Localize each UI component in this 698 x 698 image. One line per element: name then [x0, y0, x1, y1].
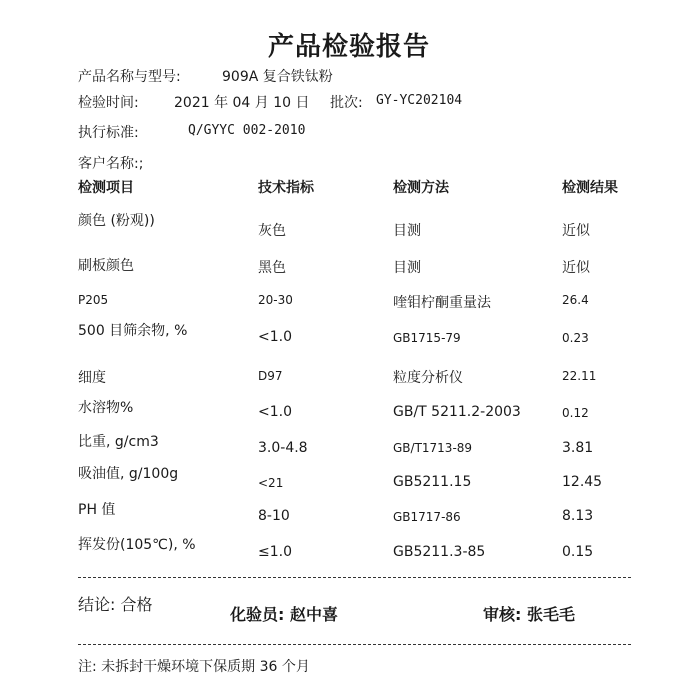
row-item: 细度 — [78, 370, 106, 386]
standard-value: Q/GYYC 002-2010 — [188, 123, 306, 138]
reviewer-signature: 审核: 张毛毛 — [483, 605, 575, 624]
product-label: 产品名称与型号: — [78, 69, 181, 85]
row-result: 0.15 — [562, 544, 594, 560]
row-method: GB1715-79 — [393, 331, 461, 345]
row-method: GB1717-86 — [393, 510, 461, 524]
row-spec: <1.0 — [258, 329, 292, 345]
inspector-signature: 化验员: 赵中喜 — [230, 605, 338, 624]
row-item: 刷板颜色 — [78, 258, 134, 274]
product-value: 909A 复合铁钛粉 — [222, 69, 333, 85]
row-result: 12.45 — [562, 474, 603, 490]
row-item: PH 值 — [78, 502, 116, 518]
row-method: GB5211.3-85 — [393, 544, 486, 560]
row-result: 0.12 — [562, 406, 589, 420]
conclusion: 结论: 合格 — [78, 595, 153, 614]
divider-bottom — [78, 644, 631, 645]
row-item: 水溶物% — [78, 400, 134, 416]
row-result: 8.13 — [562, 508, 594, 524]
row-result: 近似 — [562, 223, 590, 239]
time-label: 检验时间: — [78, 95, 139, 111]
row-method: GB/T 5211.2-2003 — [393, 404, 521, 420]
report-title: 产品检验报告 — [267, 32, 430, 62]
time-value: 2021 年 04 月 10 日 — [174, 95, 310, 111]
row-spec: <1.0 — [258, 404, 292, 420]
row-method: 目测 — [393, 260, 421, 276]
divider-top — [78, 577, 631, 578]
row-item: 吸油值, g/100g — [78, 466, 179, 482]
row-spec: 8-10 — [258, 508, 290, 524]
row-method: 目测 — [393, 223, 421, 239]
row-item: 500 目筛余物, % — [78, 323, 188, 339]
header-item: 检测项目 — [78, 180, 134, 196]
shelf-life-note: 注: 未拆封干燥环境下保质期 36 个月 — [78, 659, 310, 675]
row-item: 颜色 (粉观)) — [78, 213, 155, 229]
row-result: 26.4 — [562, 293, 589, 307]
header-spec: 技术指标 — [258, 180, 314, 196]
customer-label: 客户名称:; — [78, 156, 144, 172]
row-spec: 3.0-4.8 — [258, 440, 308, 456]
row-result: 22.11 — [562, 369, 597, 383]
row-method: 喹钼柠酮重量法 — [393, 295, 491, 311]
row-item: 比重, g/cm3 — [78, 434, 159, 450]
row-method: 粒度分析仪 — [393, 370, 463, 386]
standard-label: 执行标准: — [78, 125, 139, 141]
row-item: 挥发份(105℃), % — [78, 537, 196, 553]
row-result: 0.23 — [562, 331, 589, 345]
header-result: 检测结果 — [562, 180, 618, 196]
header-method: 检测方法 — [393, 180, 449, 196]
row-spec: 20-30 — [258, 293, 293, 307]
row-result: 3.81 — [562, 440, 594, 456]
row-spec: D97 — [258, 369, 283, 383]
row-result: 近似 — [562, 260, 590, 276]
row-spec: 灰色 — [258, 223, 286, 239]
row-method: GB/T1713-89 — [393, 441, 473, 455]
row-method: GB5211.15 — [393, 474, 472, 490]
row-spec: 黑色 — [258, 260, 286, 276]
row-spec: <21 — [258, 476, 284, 490]
batch-label: 批次: — [330, 95, 363, 111]
row-item: P205 — [78, 293, 109, 307]
row-spec: ≤1.0 — [258, 544, 292, 560]
batch-value: GY-YC202104 — [376, 93, 463, 108]
